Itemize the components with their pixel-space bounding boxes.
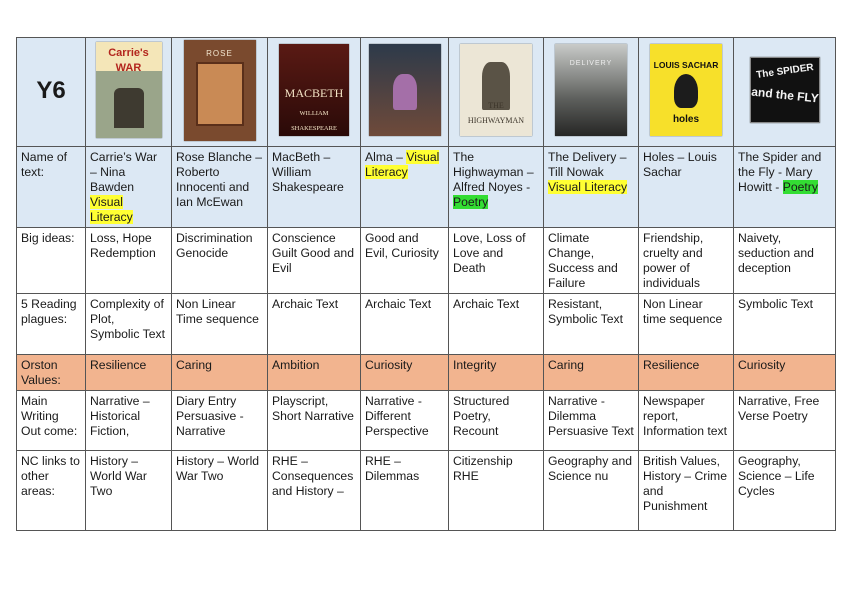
link-cell: RHE – Dilemmas: [361, 451, 449, 531]
big-idea-cell: Friendship, cruelty and power of individuals: [639, 228, 734, 294]
plague-cell: Resistant, Symbolic Text: [544, 294, 639, 355]
value-cell: Ambition: [268, 355, 361, 391]
row-label: Orston Values:: [17, 355, 86, 391]
big-idea-cell: Loss, Hope Redemption: [86, 228, 172, 294]
link-cell: History – World War Two: [172, 451, 268, 531]
link-cell: Citizenship RHE: [449, 451, 544, 531]
values-row: [17, 355, 836, 391]
year-cell: [17, 38, 86, 147]
header-row: [17, 38, 836, 147]
text-names-row: [17, 147, 836, 228]
plague-cell: Archaic Text: [449, 294, 544, 355]
row-label: Main Writing Out come:: [17, 391, 86, 451]
text-name-cell: Rose Blanche – Roberto Innocenti and Ian McEwan: [172, 147, 268, 228]
row-label: NC links to other areas:: [17, 451, 86, 531]
macbeth-cover-icon: MACBETH WILLIAM SHAKESPEARE: [279, 44, 349, 136]
link-cell: Geography and Science nu: [544, 451, 639, 531]
text-name-cell: Alma – Visual Literacy: [361, 147, 449, 228]
big-idea-cell: Conscience Guilt Good and Evil: [268, 228, 361, 294]
plague-cell: Archaic Text: [361, 294, 449, 355]
big-idea-cell: Love, Loss of Love and Death: [449, 228, 544, 294]
outcome-cell: Narrative - Different Perspective: [361, 391, 449, 451]
outcome-cell: Diary Entry Persuasive - Narrative: [172, 391, 268, 451]
value-cell: Caring: [172, 355, 268, 391]
link-cell: History – World War Two: [86, 451, 172, 531]
outcome-cell: Narrative, Free Verse Poetry: [734, 391, 836, 451]
text-name-cell: MacBeth – William Shakespeare: [268, 147, 361, 228]
value-cell: Caring: [544, 355, 639, 391]
spider-fly-cover-icon: The SPIDER and the FLY: [750, 57, 820, 123]
alma-cover-icon: [369, 44, 441, 136]
reading-plagues-row: [17, 294, 836, 355]
plague-cell: Non Linear Time sequence: [172, 294, 268, 355]
text-name-cell: The Spider and the Fly - Mary Howitt - Poetry: [734, 147, 836, 228]
text-name-cell: Carrie’s War – Nina Bawden Visual Literacy: [86, 147, 172, 228]
writing-outcome-row: [17, 391, 836, 451]
outcome-cell: Narrative - Dilemma Persuasive Text: [544, 391, 639, 451]
highwayman-cover-icon: THE HIGHWAYMAN: [460, 44, 532, 136]
curriculum-table: [16, 37, 836, 531]
outcome-cell: Playscript, Short Narrative: [268, 391, 361, 451]
link-cell: British Values, History – Crime and Punishment: [639, 451, 734, 531]
value-cell: Curiosity: [734, 355, 836, 391]
nc-links-row: [17, 451, 836, 531]
delivery-cover-icon: DELIVERY: [555, 44, 627, 136]
big-idea-cell: Good and Evil, Curiosity: [361, 228, 449, 294]
outcome-cell: Structured Poetry, Recount: [449, 391, 544, 451]
outcome-cell: Newspaper report, Information text: [639, 391, 734, 451]
rose-blanche-cover-icon: ROSE: [184, 40, 256, 141]
big-ideas-row: [17, 228, 836, 294]
row-label: Name of text:: [17, 147, 86, 228]
text-name-cell: Holes – Louis Sachar: [639, 147, 734, 228]
holes-cover-icon: LOUIS SACHAR holes: [650, 44, 722, 136]
carries-war-cover-icon: Carrie's WAR: [96, 42, 162, 138]
big-idea-cell: Discrimination Genocide: [172, 228, 268, 294]
plague-cell: Symbolic Text: [734, 294, 836, 355]
plague-cell: Complexity of Plot, Symbolic Text: [86, 294, 172, 355]
outcome-cell: Narrative – Historical Fiction,: [86, 391, 172, 451]
big-idea-cell: Naivety, seduction and deception: [734, 228, 836, 294]
row-label: 5 Reading plagues:: [17, 294, 86, 355]
value-cell: Resilience: [86, 355, 172, 391]
value-cell: Integrity: [449, 355, 544, 391]
link-cell: Geography, Science – Life Cycles: [734, 451, 836, 531]
plague-cell: Non Linear time sequence: [639, 294, 734, 355]
row-label: Big ideas:: [17, 228, 86, 294]
big-idea-cell: Climate Change, Success and Failure: [544, 228, 639, 294]
value-cell: Resilience: [639, 355, 734, 391]
text-name-cell: The Highwayman – Alfred Noyes - Poetry: [449, 147, 544, 228]
value-cell: Curiosity: [361, 355, 449, 391]
text-name-cell: The Delivery – Till Nowak Visual Literacy: [544, 147, 639, 228]
plague-cell: Archaic Text: [268, 294, 361, 355]
year-label: Y6: [36, 76, 66, 104]
link-cell: RHE – Consequences and History –: [268, 451, 361, 531]
